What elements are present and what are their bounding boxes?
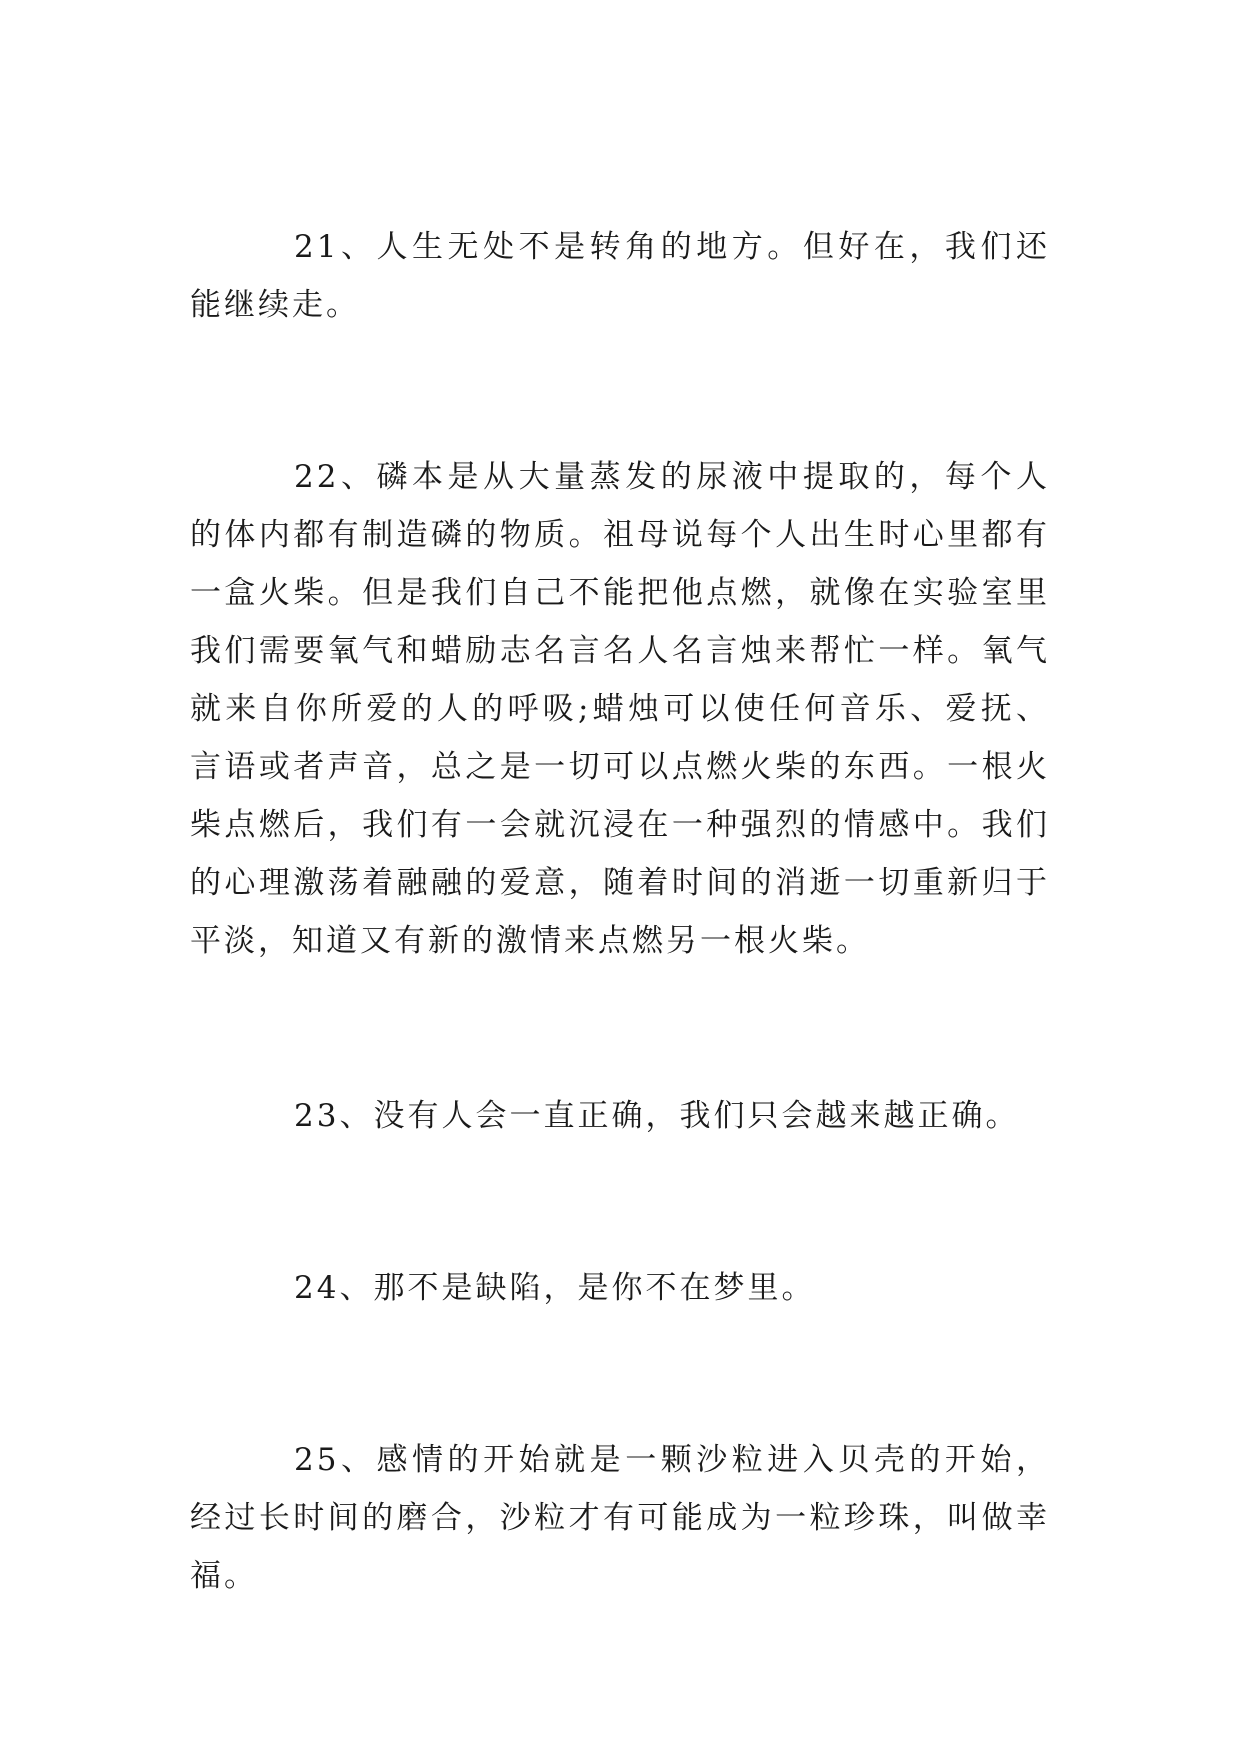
paragraph-23: 23、没有人会一直正确，我们只会越来越正确。 xyxy=(294,1098,1020,1134)
paragraph-21: 21、人生无处不是转角的地方。但好在，我们还能继续走。 xyxy=(190,229,1050,323)
paragraph-25: 25、感情的开始就是一颗沙粒进入贝壳的开始，经过长时间的磨合，沙粒才有可能成为一粒珍珠，叫做幸福。 xyxy=(190,1442,1050,1594)
paragraph-22: 22、磷本是从大量蒸发的尿液中提取的，每个人的体内都有制造磷的物质。祖母说每个人出生时心里都有一盒火柴。但是我们自己不能把他点燃，就像在实验室里我们需要氧气和蜡励志名言名人名言烛来帮忙一样。氧气就来自你所爱的人的呼吸;蜡烛可以使任何音乐、爱抚、言语或者声音，总之是一切可以点燃火柴的东西。一根火柴点燃后，我们有一会就沉浸在一种强烈的情感中。我们的心理激荡着融融的爱意，随着时间的消逝一切重新归于平淡，知道又有新的激情来点燃另一根火柴。 xyxy=(190,459,1050,959)
paragraph-24: 24、那不是缺陷，是你不在梦里。 xyxy=(294,1270,816,1306)
